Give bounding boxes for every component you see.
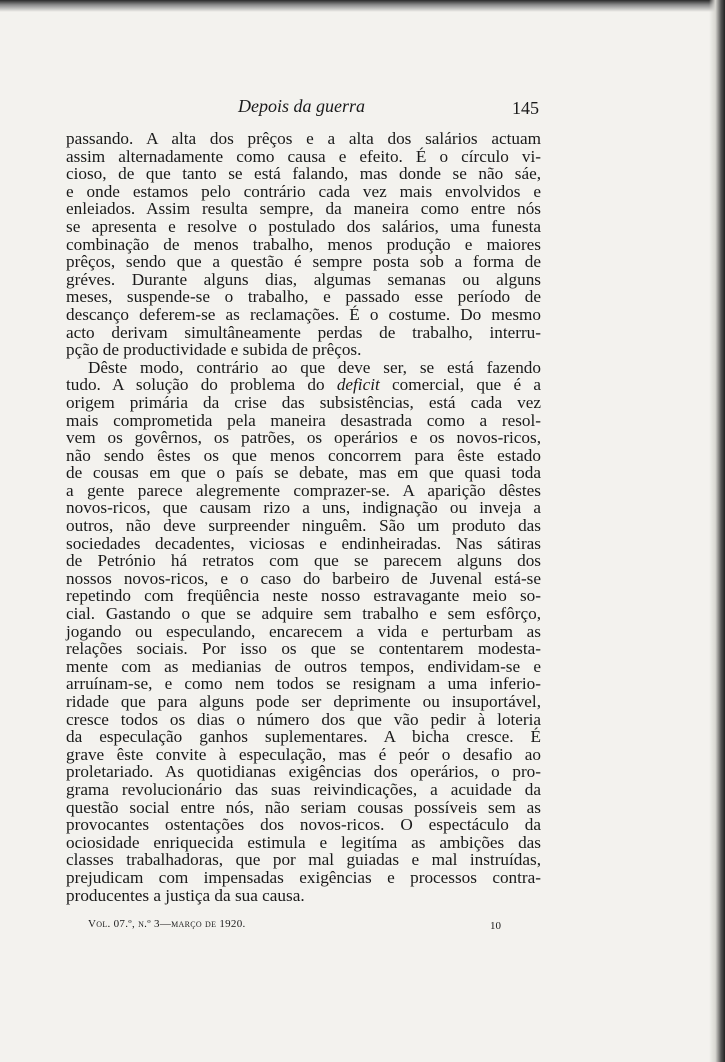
italic-term: deficit: [336, 375, 380, 395]
text-line: cial. Gastando o que se adquire sem trabalho e sem esfôrço,: [66, 604, 541, 624]
text-line: se apresenta e resolve o postulado dos salários, uma funesta: [66, 216, 541, 236]
text-line: provocantes ostentações dos novos-ricos. O espectáculo da: [66, 815, 541, 835]
running-header: [0, 96, 725, 122]
text-line: cioso, de que tanto se está falando, mas donde se não sáe,: [66, 164, 541, 184]
text-line: meses, suspende-se o trabalho, e passado esse período de: [66, 287, 541, 307]
text-line: sociedades decadentes, viciosas e endinheiradas. Nas sátiras: [66, 533, 541, 553]
text-line: mais comprometida pela maneira desastrada como a resol-: [66, 410, 541, 430]
text-line: da especulação ganhos suplementares. A bicha cresce. É: [66, 727, 541, 747]
footer-num-value: 3: [154, 918, 160, 930]
text-line: questão social entre nós, não seriam cousas possíveis sem as: [66, 797, 541, 817]
text-line: ridade que para alguns pode ser deprimente ou insuportável,: [66, 692, 541, 711]
text-line: de cousas em que o país se debate, mas em que quasi toda: [66, 463, 541, 483]
text-line: enleiados. Assim resulta sempre, da maneira como entre nós: [66, 199, 541, 219]
text-line: repetindo com freqüência neste nosso estravagante meio so-: [66, 586, 541, 606]
body-text: [66, 130, 541, 904]
text-line: acto derivam simultâneamente perdas de trabalho, interru-: [66, 322, 541, 342]
text-line: a gente parece alegremente comprazer-se. A aparição dêstes: [66, 480, 541, 500]
text-line: grave êste convite à especulação, mas é peór o desafio ao: [66, 744, 541, 764]
text-line: prejudicam com impensadas exigências e processos contra-: [66, 867, 541, 887]
text-line: cresce todos os dias o número dos que vão pedir à loteria: [66, 709, 541, 729]
footer-volume-info: [88, 918, 246, 930]
text-line: mente com as medianias de outros tempos, endividam-se e: [66, 656, 541, 676]
text-line: classes trabalhadoras, que por mal guiadas e mal instruídas,: [66, 850, 541, 870]
scan-top-shadow: [0, 0, 725, 12]
text-line: outros, não deve surpreender ninguêm. São um produto das: [66, 516, 541, 536]
text-line: proletariado. As quotidianas exigências dos operários, o pro-: [66, 762, 541, 782]
footer-signature-line: [88, 918, 508, 936]
text-line: ociosidade enriquecida estimula e legitíma as ambições das: [66, 832, 541, 852]
text-line: jogando ou especulando, encarecem a vida e perturbam as: [66, 621, 541, 641]
text-line: prêços, sendo que a questão é sempre posta sob a forma de: [66, 252, 541, 272]
text-line: não sendo êstes os que menos concorrem para êste estado: [66, 445, 541, 465]
text-line: relações sociais. Por isso os que se contentarem modesta-: [66, 639, 541, 659]
text-line: descanço deferem-se as reclamações. É o costume. Do mesmo: [66, 304, 541, 324]
text-line: vem os govêrnos, os patrões, os operários e os novos-ricos,: [66, 428, 541, 448]
text-line: gréves. Durante alguns dias, algumas semanas ou alguns: [66, 269, 541, 289]
signature-number: 10: [490, 920, 501, 932]
text-line: novos-ricos, que causam rizo a uns, indignação ou inveja a: [66, 498, 541, 518]
text-line: Dêste modo, contrário ao que deve ser, se está fazendo: [88, 357, 541, 377]
running-title: Depois da guerra: [238, 96, 365, 116]
text-line: origem primária da crise das subsistências, está cada vez: [66, 392, 541, 412]
text-line: pção de productividade e subida de prêços.: [66, 340, 362, 360]
text-line: tudo. A solução do problema do deficit comercial, que é a: [66, 375, 541, 395]
footer-date: —março de 1920.: [159, 918, 246, 930]
scan-right-edge: [709, 0, 725, 1062]
footer-vol-value: 07.º,: [113, 918, 136, 930]
text-line: grama revolucionário das suas reivindicações, a acuidade da: [66, 779, 541, 799]
footer-num-label: n.º: [138, 918, 151, 930]
text-line: combinação de menos trabalho, menos produção e maiores: [66, 234, 541, 254]
text-line: producentes a justiça da sua causa.: [66, 885, 305, 905]
text-line: arruínam-se, e como nem todos se resignam a uma inferio-: [66, 674, 541, 694]
text-line: de Petrónio há retratos com que se parecem alguns dos: [66, 551, 541, 571]
footer-vol-label: Vol.: [88, 918, 111, 930]
text-line: e onde estamos pelo contrário cada vez mais envolvidos e: [66, 181, 541, 201]
page-number: 145: [512, 98, 539, 118]
text-line: nossos novos-ricos, e o caso do barbeiro de Juvenal está-se: [66, 568, 541, 588]
text-line: assim alternadamente como causa e efeito. É o círculo vi-: [66, 146, 541, 166]
text-line: passando. A alta dos prêços e a alta dos salários actuam: [66, 129, 541, 148]
